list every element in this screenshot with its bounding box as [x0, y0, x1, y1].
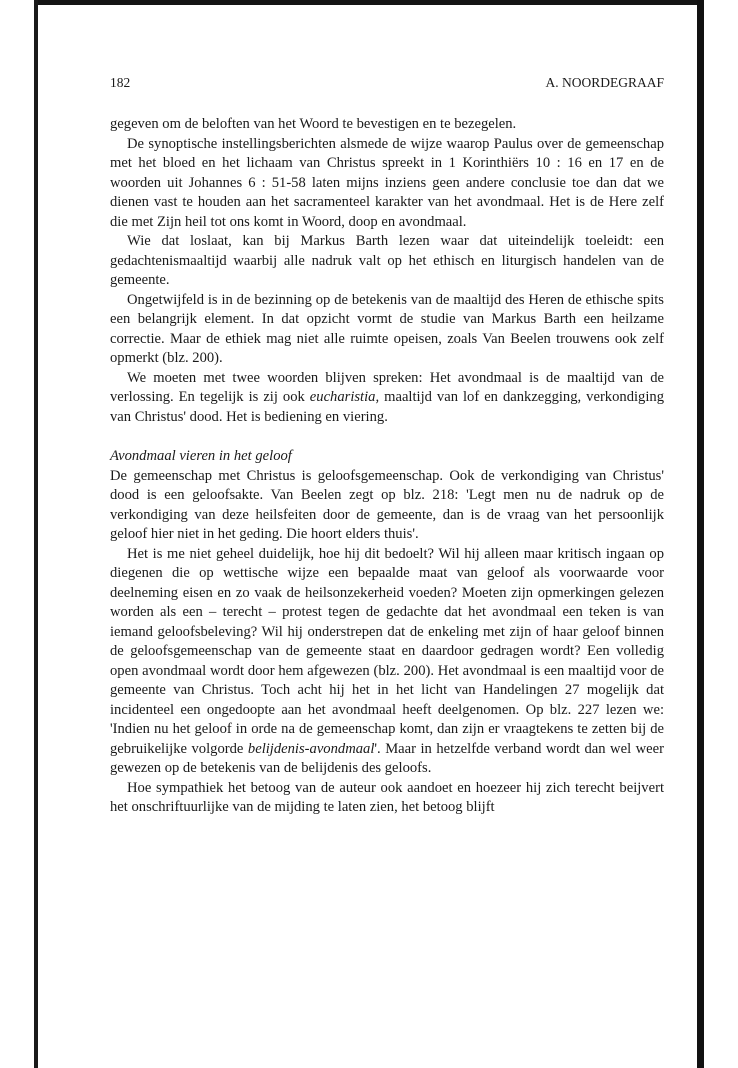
paragraph-7-italic: belijdenis-avondmaal	[247, 740, 375, 757]
paragraph-1: gegeven om de beloften van het Woord te bevestigen en te bezegelen.	[110, 116, 517, 132]
paragraph-5	[110, 369, 664, 428]
paragraph-7	[110, 545, 664, 779]
paragraph-8: Hoe sympathiek het betoog van de auteur ook aandoet en hoezeer hij zich terecht beijvert het onschriftuurlijke van de mijding te laten zien, het betoog blijft	[110, 779, 664, 815]
paragraph-7-text-b: '. Maar in hetzelfde verband wordt dan wel weer gewezen op de betekenis van de belijdenis des geloofs.	[110, 740, 664, 776]
paragraph-7-text-a: Het is me niet geheel duidelijk, hoe hij dit bedoelt? Wil hij alleen maar kritisch ingaan op diegenen die op wettische wijze een bepaalde maat van geloof als voorwaarde voor deelneming eisen en zo vaak de heilsonzekerheid voeden? Moeten zijn opmerkingen gelezen worden als een – terecht – protest tegen de gedachte dat het avondmaal een teken is van iemand geloofsbeleving? Wil hij onderstrepen dat de enkeling met zijn of haar geloof binnen de geloofsgemeenschap van de gemeente staat en daardoor gedragen wordt? Een volledig open avondmaal wordt door hem afgewezen (blz. 200). Het avondmaal is een maaltijd voor de gemeente van Christus. Toch acht hij het in het licht van Handelingen 27 mogelijk dat incidenteel een ongedoopte aan het avondmaal heeft deelgenomen. Op blz. 227 lezen we: 'Indien nu het geloof in orde na de gemeenschap komt, dan zijn er vraagtekens te zetten bij de gebruikelijke volgorde	[110, 545, 664, 757]
paragraph-4: Ongetwijfeld is in de bezinning op de betekenis van de maaltijd des Heren de ethische spits een belangrijk element. In dat opzicht vormt de studie van Markus Barth een heilzame correctie. Maar de ethiek mag niet alle ruimte opeisen, zoals Van Beelen trouwens ook zelf opmerkt (blz. 200).	[110, 291, 664, 366]
paragraph-3: Wie dat loslaat, kan bij Markus Barth lezen waar dat uiteindelijk toeleidt: een gedachtenismaaltijd waarbij alle nadruk valt op het ethisch en liturgisch handelen van de gemeente.	[110, 233, 664, 288]
section-heading: Avondmaal vieren in het geloof	[110, 448, 292, 464]
paragraph-5-text-b: maaltijd van lof en dankzegging, verkondiging van Christus' dood. Het is bediening en viering.	[110, 389, 664, 425]
body-text	[110, 115, 664, 818]
paragraph-2: De synoptische instellingsberichten alsmede de wijze waarop Paulus over de gemeenschap met het bloed en het lichaam van Christus spreekt in 1 Korinthiërs 10 : 16 en 17 en de woorden uit Johannes 6 : 51-58 laten mijns inziens geen andere conclusie toe dan dat we dienen vast te houden aan het sacramenteel karakter van het avondmaal. Het is de Here zelf die met Zijn heil tot ons komt in Woord, doop en avondmaal.	[110, 135, 664, 230]
paragraph-6: De gemeenschap met Christus is geloofsgemeenschap. Ook de verkondiging van Christus' dood is een geloofsakte. Van Beelen zegt op blz. 218: 'Legt men nu de nadruk op de verkondiging van deze heilsfeiten door de gemeente, dan is de vraag van het persoonlijk geloof hier niet in het geding. Die hoort elders thuis'.	[110, 467, 664, 542]
paragraph-5-text-a: We moeten met twee woorden blijven spreken: Het avondmaal is de maaltijd van de verlossing. En tegelijk is zij ook	[110, 369, 664, 405]
book-page	[38, 5, 697, 1068]
running-title: A. NOORDEGRAAF	[545, 75, 664, 90]
scan-border-right	[697, 0, 704, 1068]
page-header	[110, 75, 664, 91]
paragraph-5-italic: eucharistia,	[309, 389, 380, 405]
page-number: 182	[110, 75, 131, 90]
